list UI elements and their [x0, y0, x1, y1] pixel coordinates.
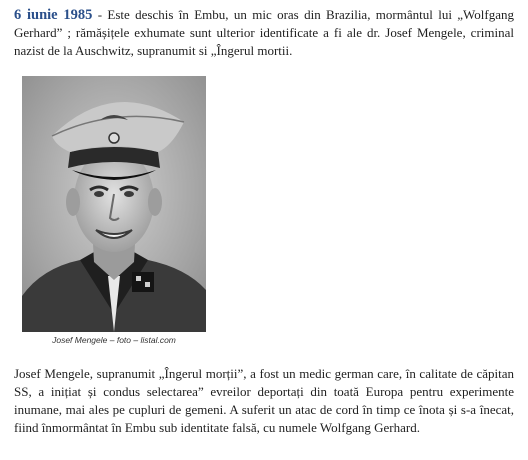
article	[14, 6, 514, 60]
portrait-illustration	[22, 76, 206, 332]
portrait-photo	[22, 76, 206, 332]
date-separator: -	[92, 7, 108, 22]
intro-paragraph	[14, 6, 514, 60]
photo-caption: Josef Mengele – foto – listal.com	[52, 335, 176, 345]
intro-text: Este deschis în Embu, un mic oras din Brazilia, mormântul lui „Wolfgang Gerhard” ; rămășițele exhumate sunt ulterior identificate a fi ale dr. Josef Mengele, criminal nazist de la Auschwitz, supranumit si „Îngerul mortii.	[14, 7, 514, 58]
body-paragraph: Josef Mengele, supranumit „Îngerul morții”, a fost un medic german care, în calitate de căpitan SS, a inițiat și condus selectarea” evreilor deportați din toată Europa pentru experimente inumane, mai ales pe cupluri de gemeni. A suferit un atac de cord în timp ce înota și s-a înecat, fiind înmormântat în Embu sub identitate falsă, cu numele Wolfgang Gerhard.	[14, 366, 514, 435]
event-date: 6 iunie 1985	[14, 7, 93, 23]
